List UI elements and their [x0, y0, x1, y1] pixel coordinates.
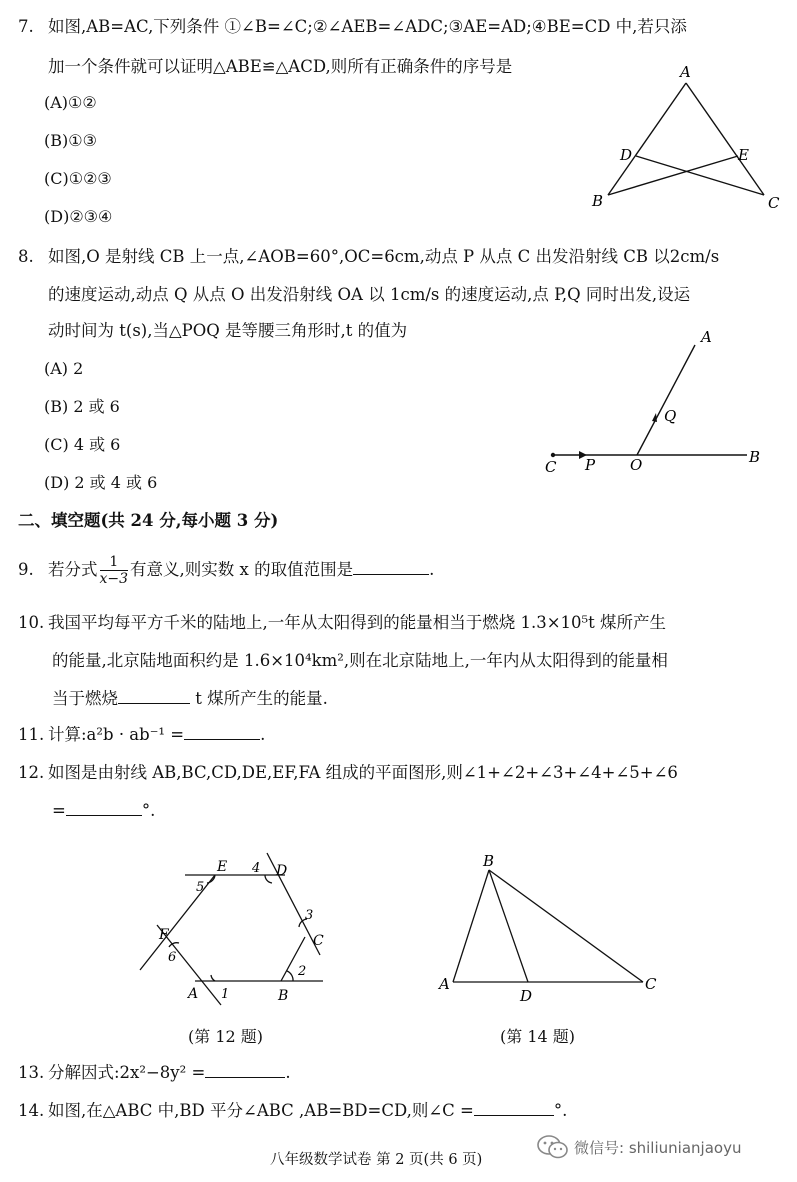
- q8-label-o: O: [630, 456, 643, 474]
- q7-option-b: (B)①③: [44, 131, 97, 150]
- q8-line3: 动时间为 t(s),当△POQ 是等腰三角形时,t 的值为: [48, 321, 408, 340]
- q13-number: 13.: [18, 1063, 45, 1082]
- q11-line: [18, 724, 265, 746]
- q14-end: °.: [553, 1101, 568, 1120]
- q8-line1: [18, 246, 719, 268]
- q12-label-d: D: [276, 863, 288, 879]
- q12-angle-3: 3: [305, 908, 314, 923]
- q11-number: 11.: [18, 725, 45, 744]
- q7-line2: 加一个条件就可以证明△ABE≌△ACD,则所有正确条件的序号是: [48, 57, 513, 76]
- q12-arc-4: [265, 875, 272, 883]
- q14-text: 如图,在△ABC 中,BD 平分∠ABC ,AB=BD=CD,则∠C =: [48, 1101, 474, 1120]
- q9-frac-top: 1: [100, 554, 129, 571]
- q10-line3-pre: 当于燃烧: [52, 689, 118, 708]
- q12-label-b: B: [278, 988, 289, 1004]
- q10-number: 10.: [18, 613, 45, 632]
- q11-text: 计算:a²b · ab⁻¹ =: [48, 725, 185, 744]
- q8-ray-oa: [637, 345, 695, 455]
- q14-side-ab: [453, 870, 489, 982]
- q7-side-ac: [686, 83, 764, 195]
- q7-number: 7.: [18, 17, 34, 36]
- q8-option-c: (C) 4 或 6: [44, 435, 121, 454]
- q12-angle-2: 2: [298, 964, 307, 979]
- q14-label-b: B: [483, 852, 495, 870]
- q7-option-a: (A)①②: [44, 93, 97, 112]
- q13-line: [18, 1062, 291, 1084]
- q8-number: 8.: [18, 247, 34, 266]
- q14-line: [18, 1100, 567, 1122]
- q14-answer-blank[interactable]: [474, 1114, 554, 1116]
- q12-arc-1: [211, 975, 215, 981]
- q7-label-c: C: [768, 194, 780, 212]
- q9-end: .: [429, 560, 435, 579]
- q10-line1: [18, 612, 666, 634]
- q10-line2: 的能量,北京陆地面积约是 1.6×10⁴km²,则在北京陆地上,一年内从太阳得到的能量相: [52, 651, 668, 670]
- caption-q14: (第 14 题): [500, 1027, 576, 1046]
- q14-side-bc: [489, 870, 643, 982]
- q12-angle-1: 1: [221, 987, 230, 1002]
- q14-number: 14.: [18, 1101, 45, 1120]
- q12-angle-4: 4: [252, 861, 261, 876]
- q9-post: 有意义,则实数 x 的取值范围是: [130, 560, 354, 579]
- q8-label-p: P: [585, 456, 596, 474]
- q13-end: .: [285, 1063, 291, 1082]
- q13-answer-blank[interactable]: [205, 1076, 285, 1078]
- q12-line1: [18, 762, 678, 784]
- q8-option-a: (A) 2: [44, 359, 84, 378]
- q14-label-a: A: [439, 975, 450, 993]
- q8-label-a: A: [701, 328, 712, 346]
- q14-label-d: D: [520, 987, 533, 1005]
- q12-label-e: E: [217, 859, 228, 875]
- q12-label-a: A: [188, 986, 199, 1002]
- q8-figure: [535, 325, 775, 480]
- q9-fraction: [100, 554, 129, 587]
- q7-text-1: 如图,AB=AC,下列条件 ①∠B=∠C;②∠AEB=∠ADC;③AE=AD;④BE=CD 中,若只添: [48, 17, 687, 36]
- q14-figure: [435, 850, 665, 1010]
- q14-segment-bd: [489, 870, 528, 982]
- q8-option-b: (B) 2 或 6: [44, 397, 120, 416]
- q12-answer-blank[interactable]: [66, 814, 142, 816]
- wechat-watermark: [536, 1134, 741, 1160]
- q13-text: 分解因式:2x²−8y² =: [48, 1063, 206, 1082]
- q7-option-c: (C)①②③: [44, 169, 112, 188]
- q12-angle-5: 5: [196, 880, 205, 895]
- q8-option-d: (D) 2 或 4 或 6: [44, 473, 158, 492]
- q8-label-b: B: [749, 448, 761, 466]
- q7-option-d: (D)②③④: [44, 207, 113, 226]
- q7-figure: [580, 60, 780, 220]
- q7-label-e: E: [738, 146, 749, 164]
- q8-text-1: 如图,O 是射线 CB 上一点,∠AOB=60°,OC=6cm,动点 P 从点 C 出发沿射线 CB 以2cm/s: [48, 247, 720, 266]
- wechat-icon: [536, 1134, 570, 1160]
- q7-label-a: A: [680, 63, 691, 81]
- q7-side-ab: [608, 83, 686, 195]
- q10-line3: [52, 688, 328, 710]
- q8-label-q: Q: [664, 407, 677, 425]
- q11-answer-blank[interactable]: [184, 738, 260, 740]
- q12-line2-pre: =: [52, 801, 66, 820]
- caption-q12: (第 12 题): [188, 1027, 264, 1046]
- q8-arrow-q: [652, 413, 657, 422]
- q7-label-b: B: [592, 192, 604, 210]
- q8-label-c: C: [545, 458, 557, 476]
- q12-angle-6: 6: [168, 950, 177, 965]
- q11-end: .: [260, 725, 266, 744]
- watermark-text: 微信号: shiliunianjaoyu: [574, 1138, 742, 1157]
- q7-line1: [18, 16, 687, 38]
- q10-answer-blank[interactable]: [118, 702, 190, 704]
- q12-arc-2: [287, 971, 293, 981]
- q10-text-1: 我国平均每平方千米的陆地上,一年从太阳得到的能量相当于燃烧 1.3×10⁵t 煤所产生: [48, 613, 667, 632]
- q9-line: [18, 552, 434, 588]
- q12-label-c: C: [313, 933, 324, 949]
- page-footer: 八年级数学试卷 第 2 页(共 6 页): [270, 1152, 483, 1168]
- q8-line2: 的速度运动,动点 Q 从点 O 出发沿射线 OA 以 1cm/s 的速度运动,点 P,Q 同时出发,设运: [48, 285, 691, 304]
- q12-number: 12.: [18, 763, 45, 782]
- q9-frac-bottom: x−3: [99, 571, 129, 587]
- q8-point-c: [551, 453, 555, 457]
- q9-pre: 若分式: [48, 560, 98, 579]
- q12-text-1: 如图是由射线 AB,BC,CD,DE,EF,FA 组成的平面图形,则∠1+∠2+∠3+∠4+∠5+∠6: [48, 763, 678, 782]
- q12-figure: [135, 845, 335, 1010]
- q12-label-f: F: [159, 927, 169, 943]
- q9-answer-blank[interactable]: [353, 573, 429, 575]
- q12-line2-post: °.: [141, 801, 156, 820]
- q7-label-d: D: [620, 146, 633, 164]
- q14-label-c: C: [645, 975, 657, 993]
- section-2-heading: 二、填空题(共 24 分,每小题 3 分): [18, 511, 279, 530]
- q12-line2: [52, 800, 155, 822]
- q9-number: 9.: [18, 560, 34, 579]
- q10-line3-post: t 煤所产生的能量.: [190, 689, 328, 708]
